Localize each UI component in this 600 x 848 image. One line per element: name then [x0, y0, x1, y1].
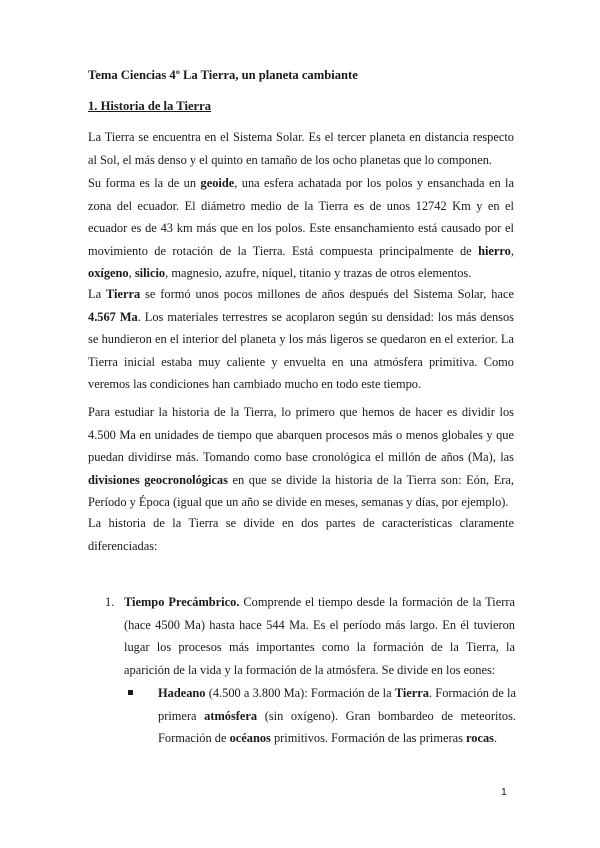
bold-term: hierro: [478, 243, 511, 258]
list-item-hadean: [158, 682, 516, 750]
text-run: en que se divide la historia de la Tierra son: Eón, Era, Período y Época (igual que un año se divide en meses, semanas y días, por ejemplo).: [88, 472, 514, 509]
text-run: Comprende el tiempo desde la formación de la Tierra (hace 4500 Ma) hasta hace 544 Ma. Es el período más largo. En él tuvieron lugar los procesos más importantes como la formación de la Tierra, la aparición de la vida y la formación de la atmósfera. Se divide en los eones:: [124, 595, 515, 677]
bold-term: atmósfera: [204, 708, 258, 723]
bold-term: Tierra: [394, 686, 430, 700]
text-run: primitivos. Formación de las primeras: [270, 731, 467, 745]
square-bullet-icon: [128, 690, 133, 695]
text-run: .: [494, 731, 498, 745]
text-run: ,: [128, 266, 135, 280]
list-number: 1.: [105, 595, 115, 609]
list-item-precambrian: [124, 591, 515, 681]
paragraph-formation: [88, 283, 514, 396]
paragraph-shape-composition: [88, 172, 514, 285]
text-run: . Los materiales terrestres se acoplaron según su densidad: los más densos se hundieron en el interior del planeta y los más ligeros se quedaron en el exterior. La Tierra inicial estaba muy caliente y envuelta en una atmósfera primitiva. Como veremos las condiciones han cambiado mucho en todo este tiempo.: [88, 309, 514, 391]
bold-term: oxígeno: [88, 266, 129, 280]
text-run: La: [88, 287, 106, 301]
bold-term: Hadeano: [158, 686, 206, 700]
text-run: . Formación de la primera: [158, 686, 516, 723]
bold-term: silicio: [134, 266, 166, 280]
text-run: , una esfera achatada por los polos y ensanchada en la zona del ecuador. El diámetro medio de la Tierra es de unos 12742 Km y en el ecuador es de 43 km más que en los polos. Este ensanchamiento está causado por el movimiento de rotación de la Tierra. Está compuesta principalmente de: [88, 176, 514, 258]
bold-term: divisiones geocronológicas: [88, 472, 228, 487]
text-run: se formó unos pocos millones de años después del Sistema Solar, hace: [140, 287, 514, 301]
text-run: Para estudiar la historia de la Tierra, lo primero que hemos de hacer es dividir los 4.500 Ma en unidades de tiempo que abarquen procesos más o menos globales y que puedan dividirse más. Tomando como base cronológica el millón de años (Ma), las: [88, 405, 514, 464]
paragraph-two-parts: La historia de la Tierra se divide en dos partes de características claramente diferenciadas:: [88, 516, 514, 553]
bold-term: Tiempo Precámbrico.: [124, 595, 240, 609]
text-run: (sin oxígeno). Gran bombardeo de meteoritos. Formación de: [158, 708, 517, 745]
bold-term: rocas: [466, 731, 495, 745]
bold-term: 4.567 Ma: [88, 309, 138, 324]
text-run: , magnesio, azufre, níquel, titanio y trazas de otros elementos.: [165, 266, 472, 280]
bold-term: geoide: [200, 176, 235, 190]
paragraph-solar-system: La Tierra se encuentra en el Sistema Solar. Es el tercer planeta en distancia respecto al Sol, el más denso y el quinto en tamaño de los ocho planetas que lo componen.: [88, 130, 514, 167]
page-number: 1: [501, 786, 507, 798]
bold-term: Tierra: [105, 287, 141, 301]
paragraph-geochronology: [88, 401, 514, 514]
text-run: ,: [510, 243, 514, 258]
text-run: Su forma es la de un: [88, 176, 201, 190]
bold-term: océanos: [229, 731, 271, 745]
document-title: Tema Ciencias 4º La Tierra, un planeta cambiante: [88, 68, 358, 82]
section-heading: 1. Historia de la Tierra: [88, 99, 212, 113]
text-run: (4.500 a 3.800 Ma): Formación de la: [205, 686, 395, 700]
